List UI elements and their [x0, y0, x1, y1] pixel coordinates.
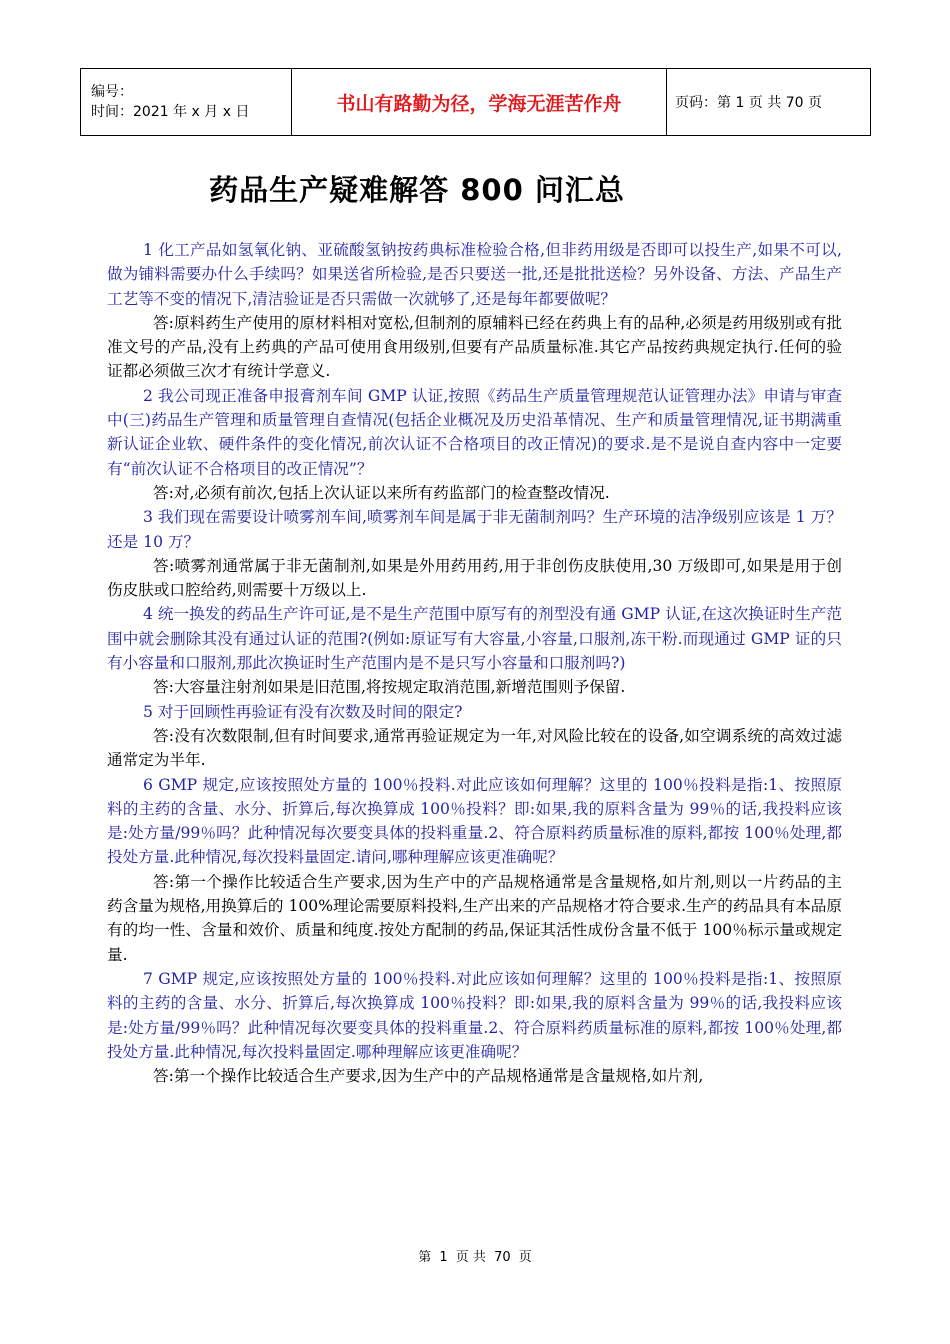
answer-paragraph: 答:大容量注射剂如果是旧范围,将按规定取消范围,新增范围则予保留. [153, 678, 626, 697]
answer-paragraph: 答:喷雾剂通常属于非无菌制剂,如果是外用药用药,用于非创伤皮肤使用,30 万级即可,如果是用于创伤皮肤或口腔给药,则需要十万级以上. [107, 556, 842, 600]
question-paragraph: 1 化工产品如氢氧化钠、亚硫酸氢钠按药典标准检验合格,但非药用级是否即可以投生产,如果不可以,做为铺料需要办什么手续吗？如果送省所检验,是否只要送一批,还是批批送检？另外设备、方法、产品生产工艺等不变的情况下,清洁验证是否只需做一次就够了,还是每年都要做呢？ [107, 241, 842, 308]
header-meta-cell [81, 69, 292, 136]
question-paragraph: 5 对于回顾性再验证有没有次数及时间的限定? [143, 702, 463, 721]
footer-total-pages: 70 [494, 1250, 511, 1265]
question-paragraph: 2 我公司现正准备申报膏剂车间 GMP 认证,按照《药品生产质量管理规范认证管理办法》申请与审查中(三)药品生产管理和质量管理自查情况(包括企业概况及历史沿革情况、生产和质量管理情况,证书期满重新认证企业软、硬件条件的变化情况,前次认证不合格项目的改正情况)的要求.是不是说自查内容中一定要有“前次认证不合格项目的改正情况”？ [107, 386, 842, 478]
document-header [80, 68, 871, 136]
page-footer [0, 1246, 950, 1265]
answer-paragraph: 答:原料药生产使用的原材料相对宽松,但制剂的原辅料已经在药典上有的品种,必须是药用级别或有批准文号的产品,没有上药典的产品可使用食用级别,但要有产品质量标准.其它产品按药典规定执行.任何的验证都必须做三次才有统计学意义. [107, 313, 842, 381]
answer-paragraph: 答:第一个操作比较适合生产要求,因为生产中的产品规格通常是含量规格,如片剂,则以一片药品的主药含量为规格,用换算后的 100%理论需要原料投料,生产出来的产品规格才符合要求.生产的药品具有本品原有的均一性、含量和效价、质量和纯度.按处方配制的药品,保证其活性成份含量不低于 100％标示量或规定量. [107, 872, 842, 964]
footer-mid: 页 共 [455, 1250, 486, 1265]
header-page-info: 页码：第 1 页 共 70 页 [667, 69, 871, 136]
header-motto: 书山有路勤为径，学海无涯苦作舟 [292, 69, 667, 136]
footer-prefix: 第 [418, 1250, 432, 1265]
document-title: 药品生产疑难解答 800 问汇总 [209, 173, 625, 207]
doc-code-label: 编号： [91, 84, 133, 100]
footer-current-page: 1 [439, 1250, 448, 1265]
document-body [107, 238, 842, 1088]
answer-paragraph: 答:没有次数限制,但有时间要求,通常再验证规定为一年,对风险比较在的设备,如空调系统的高效过滤通常定为半年. [107, 726, 842, 770]
doc-time-label: 时间：2021 年 x 月 x 日 [91, 104, 250, 120]
question-paragraph: 6 GMP 规定,应该按照处方量的 100％投料.对此应该如何理解？这里的 100％投料是指:1、按照原料的主药的含量、水分、折算后,每次换算成 100％投料？即:如果,我的原料含量为 99％的话,我投料应该是:处方量/99％吗？此种情况每次要变具体的投料重量.2、符合原料药质量标准的原料,都按 100％处理,都投处方量.此种情况,每次投料量固定.请问,哪种理解应该更准确呢？ [107, 775, 842, 867]
question-paragraph: 3 我们现在需要设计喷雾剂车间,喷雾剂车间是属于非无菌制剂吗？生产环境的洁净级别应该是 1 万？还是 10 万？ [107, 508, 842, 551]
answer-paragraph: 答:第一个操作比较适合生产要求,因为生产中的产品规格通常是含量规格,如片剂, [153, 1067, 704, 1086]
answer-paragraph: 答:对,必须有前次,包括上次认证以来所有药监部门的检查整改情况. [153, 483, 610, 502]
footer-suffix: 页 [518, 1250, 532, 1265]
question-paragraph: 7 GMP 规定,应该按照处方量的 100％投料.对此应该如何理解？这里的 100％投料是指:1、按照原料的主药的含量、水分、折算后,每次换算成 100％投料？即:如果,我的原料含量为 99％的话,我投料应该是:处方量/99％吗？此种情况每次要变具体的投料重量.2、符合原料药质量标准的原料,都按 100％处理,都投处方量.此种情况,每次投料量固定.哪种理解应该更准确呢？ [107, 969, 842, 1061]
question-paragraph: 4 统一换发的药品生产许可证,是不是生产范围中原写有的剂型没有通 GMP 认证,在这次换证时生产范围中就会删除其没有通过认证的范围?(例如:原证写有大容量,小容量,口服剂,冻干粉.而现通过 GMP 证的只有小容量和口服剂,那此次换证时生产范围内是不是只写小容量和口服剂吗?) [107, 605, 842, 673]
